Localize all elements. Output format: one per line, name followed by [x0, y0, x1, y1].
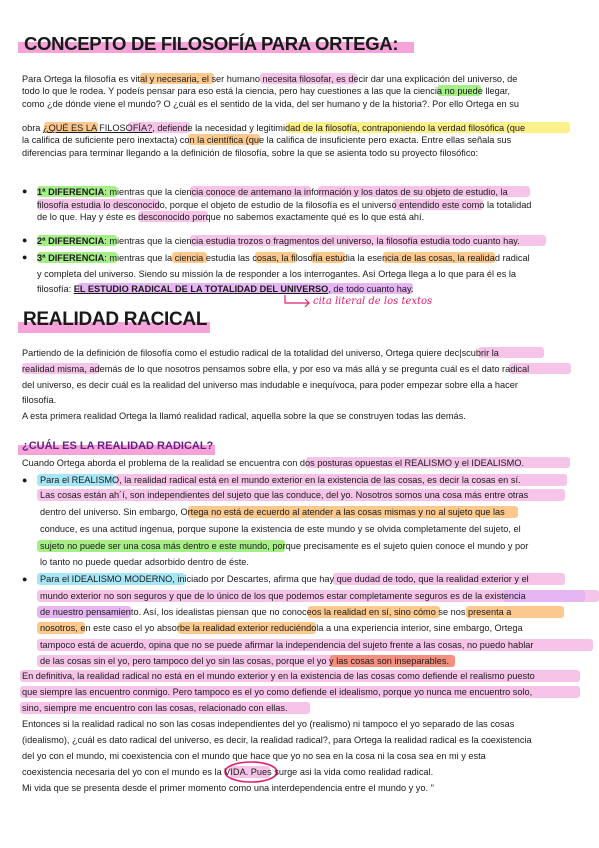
list-item-line: nosotros, en este caso el yo absorbe la realidad exterior reduciéndola a una experiencia interior, sine embargo, Ortega: [40, 623, 523, 633]
paragraph-line: (idealismo), ¿cuál es dato radical del universo, es decir, la realidad radical?, para Ortega la realidad radical es la coexistencia: [22, 735, 532, 745]
paragraph-line: Entonces si la realidad radical no son las cosas independientes del yo (realismo) ni tampoco el yo separado de las cosas: [22, 719, 515, 729]
bullet: ●: [22, 235, 28, 245]
text: , de todo cuanto hay.: [328, 284, 414, 294]
list-item-line: de nuestro pensamiento. Así, los idealistas piensan que no conoceos la realidad en sí, sino cómo se nos presenta a: [40, 607, 512, 617]
list-item-line: de las cosas sin el yo, pero tampoco del yo sin las cosas, porque el yo y las cosas son inseparables.: [40, 656, 450, 666]
paragraph-line: filosofía.: [22, 395, 57, 405]
handwritten-note: cita literal de los textos: [313, 296, 433, 307]
difference-label: 1ª DIFERENCIA: [37, 187, 105, 197]
list-item-line: Las cosas están ah´í, son independientes del sujeto que las conduce, del yo. Nosotros somos una cosa más entre otras: [40, 490, 529, 500]
bullet: ●: [22, 475, 28, 485]
difference-label: 3ª DIFERENCIA: [37, 253, 105, 263]
paragraph-line: A esta primera realidad Ortega la llamó realidad radical, aquella sobre la que se construyen todas las demás.: [22, 411, 466, 421]
list-item-line: de lo que. Hay y éste es desconocido porque no sabemos exactamente qué es lo que está ahí.: [37, 212, 425, 222]
text: . Pues surge asi la vida como realidad radical.: [245, 767, 434, 777]
difference-label: 2ª DIFERENCIA: [37, 236, 105, 246]
bullet: ●: [22, 252, 28, 262]
list-item-line: mundo exterior no son seguros y que de lo único de los que podemos estar completamente seguros es de la existencia: [40, 591, 526, 601]
paragraph-line: Cuando Ortega aborda el problema de la realidad se encuentra con dos posturas opuestas el REALISMO y el IDEALISMO.: [22, 458, 525, 468]
list-item: [37, 252, 530, 264]
bullet: ●: [22, 186, 28, 196]
bullet: ●: [22, 574, 28, 584]
section-title: ¿CUÁL ES LA REALIDAD RADICAL?: [22, 440, 214, 452]
arrow-icon: [282, 293, 312, 309]
text: : mientras que la ciencia estudia trozos o fragmentos del universo, la filosofía estudia todo cuanto hay.: [104, 236, 520, 246]
list-item-line: filosofía estudia lo desconocido, porque el objeto de estudio de la filosofía es el universo entendido este como la totalidad: [37, 200, 532, 210]
paragraph-line: diferencias para terminar llegando a la definición de filosofía, sobre la que se asienta todo su proyecto filosófico:: [22, 148, 479, 158]
paragraph-line: realidad misma, además de lo que nosotros pensamos sobre ella, y por eso va más allá y se pregunta cuál es el dato radical: [22, 364, 530, 374]
text: obra: [22, 123, 43, 133]
list-item-line: y completa del universo. Siendo su missión la de responder a los interrogantes. Así Ortega llega a lo que para él es la: [37, 269, 517, 279]
list-item-line: [37, 283, 413, 295]
paragraph-line: [22, 122, 525, 134]
paragraph-line: [22, 766, 433, 778]
paragraph-line: la califica de suficiente pero inextacta) con la científica (que la califica de insuficiente pero exacta. Entre ellas señala sus: [22, 135, 512, 145]
list-item: [37, 235, 520, 247]
list-item-line: Para el IDEALISMO MODERNO, iniciado por Descartes, afirma que hay que dudad de todo, que la realidad exterior y el: [40, 574, 529, 584]
list-item: [37, 186, 508, 198]
book-title: ¿QUÉ ES LA FILOSOFÍA?: [42, 123, 153, 133]
paragraph-line: que siempre las encuentro conmigo. Pero tampoco es el yo como defiende el idealismo, porque yo nunca me encuentro solo,: [22, 687, 533, 697]
section-title: REALIDAD RACICAL: [23, 309, 208, 330]
list-item-line: sujeto no puede ser una cosa más dentro e este mundo, porque precisamente es el sujeto quien conoce el mundo y por: [40, 541, 529, 551]
paragraph-line: sino, siempre me encuentro con las cosas, relacionado con ellas.: [22, 703, 288, 713]
text: filosofía:: [37, 284, 74, 294]
keyword-vida: la VIDA: [214, 767, 246, 777]
page-title: CONCEPTO DE FILOSOFÍA PARA ORTEGA:: [24, 33, 399, 54]
paragraph-line: como ¿de dónde viene el mundo? O ¿cuál es el sentido de la vida, del ser humano y de la historia?. Por ello Ortega en su: [22, 99, 519, 109]
list-item-line: tampoco está de acuerdo, opina que no se puede afirmar la independencia del sujeto frente a las cosas, no puedo hablar: [40, 640, 534, 650]
paragraph-line: del yo con el mundo, mi coexistencia con el mundo que hace que yo no sea en la cosa ni la cosa sea en mi y esta: [22, 751, 486, 761]
text: : mientras que la ciencia estudia las cosas, la filosofía estudia la esencia de las cosas, la realidad radical: [104, 253, 530, 263]
text: , defiende la necesidad y legitimidad de la filosofía, contraponiendo la verdad filosófica (que: [152, 123, 526, 133]
paragraph-line: todo lo que le rodea. Y podeís pensar para eso está la ciencia, pero hay cuestiones a las que la ciencia no puede llegar,: [22, 86, 510, 96]
text: coexistencia necesaria del yo con el mundo es: [22, 767, 215, 777]
list-item-line: lo tanto no puede quedar adsorbido dentro de éste.: [40, 557, 249, 567]
paragraph-line: Para Ortega la filosofía es vital y necesaria, el ser humano necesita filosofar, es decir dar una explicación del universo, de: [22, 74, 518, 84]
paragraph-line: del universo, es decir cuál es la realidad del universo mas indudable e inequívoca, para poder empezar sobre ella a hacer: [22, 380, 518, 390]
paragraph-line: Partiendo de la definición de filosofía como el estudio radical de la totalidad del universo, Ortega quiere dec|scubrir la: [22, 348, 499, 358]
definition-of-philosophy: EL ESTUDIO RADICAL DE LA TOTALIDAD DEL UNIVERSO: [73, 284, 329, 294]
list-item-line: Para el REALISMO, la realidad radical está en el mundo exterior en la existencia de las cosas, es decir la cosas en sí.: [40, 475, 521, 485]
paragraph-line: Mi vida que se presenta desde el primer momento como una interdependencia entre el mundo y yo. ": [22, 783, 434, 793]
text: : mientras que la ciencia conoce de antemano la información y los datos de su objeto de estudio, la: [104, 187, 508, 197]
paragraph-line: En definitiva, la realidad radical no está en el mundo exterior y en la existencia de las cosas como defiende el realismo puesto: [22, 671, 535, 681]
list-item-line: conduce, es una actitud ingenua, porque supone la existencia de este mundo y se olvida completamente del sujeto, el: [40, 524, 521, 534]
list-item-line: dentro del universo. Sin embargo, Ortega no está de ecuerdo al atender a las cosas mismas y no al sujeto que las: [40, 507, 505, 517]
